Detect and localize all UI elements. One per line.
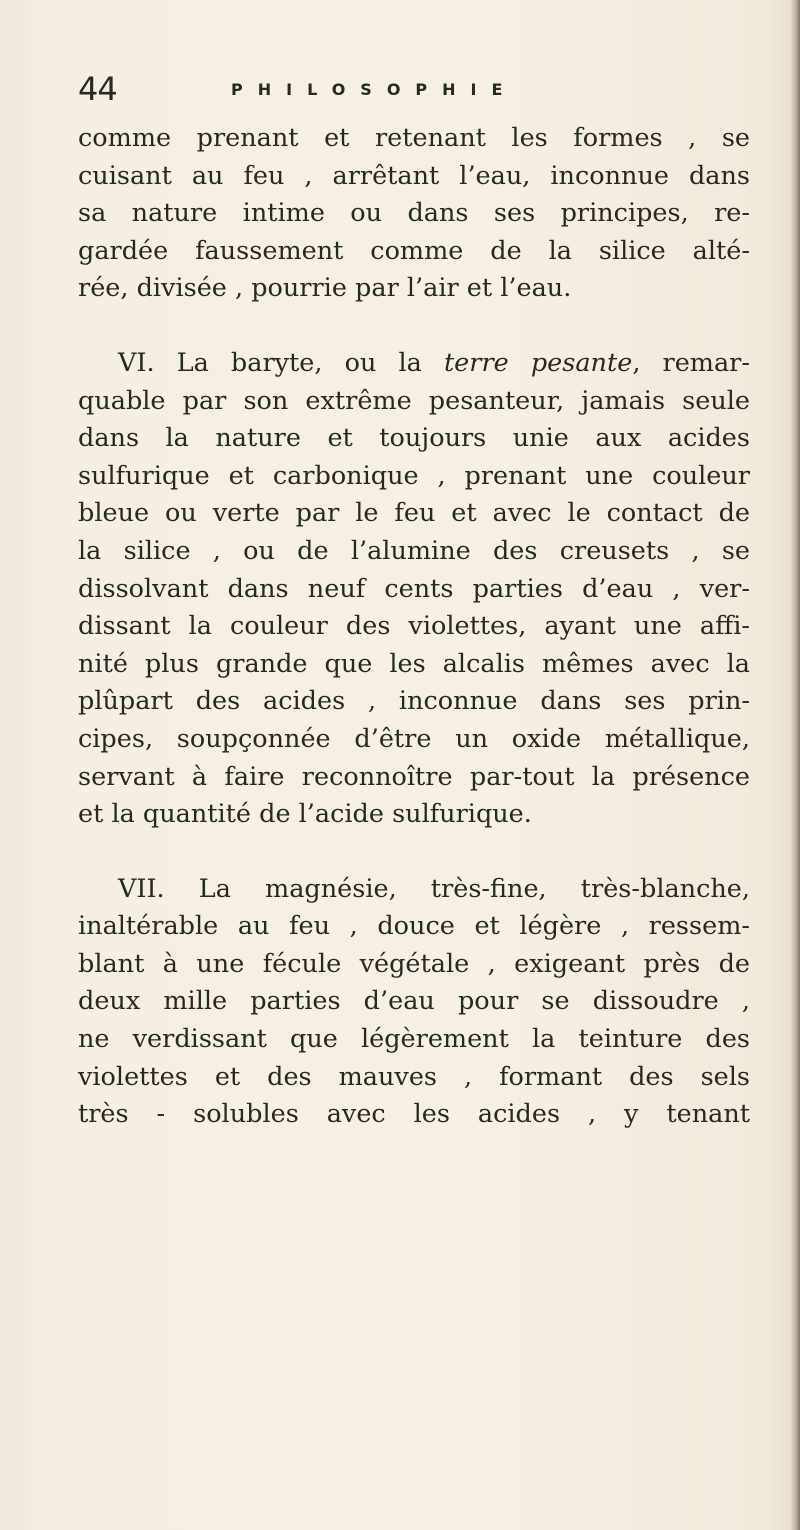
text-line: cuisant au feu , arrêtant l’eau, inconnue dans [78,160,750,191]
body-text [78,120,750,1134]
paragraph-magnesie [78,871,750,1134]
text-run: , remar- [632,347,750,378]
text-line: cipes, soupçonnée d’être un oxide métallique, [78,723,750,754]
paragraph-baryte [78,345,750,834]
paragraph-gap [78,834,750,871]
text-line: quable par son extrême pesanteur, jamais seule [78,385,750,416]
text-line: comme prenant et retenant les formes , se [78,123,750,153]
page-number: 44 [78,70,117,108]
text-line: servant à faire reconnoître par-tout la présence [78,761,750,792]
text-line: ne verdissant que légèrement la teinture des [78,1024,750,1055]
text-line: dans la nature et toujours unie aux acides [78,423,750,454]
running-head: PHILOSOPHIE [231,80,518,99]
text-run: VI. La baryte, ou la [118,347,444,378]
text-line: gardée faussement comme de la silice alté- [78,235,750,266]
text-line: violettes et des mauves , formant des sels [78,1061,750,1092]
text-line: plûpart des acides , inconnue dans ses prin- [78,686,750,717]
text-line: sulfurique et carbonique , prenant une couleur [78,460,750,491]
text-line: la silice , ou de l’alumine des creusets , se [78,535,750,566]
paragraph-gap [78,308,750,345]
text-line [78,345,750,383]
italic-term: terre pesante [443,347,633,378]
text-line: rée, divisée , pourrie par l’air et l’eau. [78,273,572,304]
text-line: et la quantité de l’acide sulfurique. [78,799,532,830]
paragraph-continuation [78,120,750,308]
text-line: blant à une fécule végétale , exigeant près de [78,948,750,979]
text-line: très - solubles avec les acides , y tenant [78,1099,750,1130]
text-line: dissolvant dans neuf cents parties d’eau , ver- [78,573,750,604]
text-line: bleue ou verte par le feu et avec le contact de [78,498,750,529]
text-line: inaltérable au feu , douce et légère , ressem- [78,911,750,942]
text-line: dissant la couleur des violettes, ayant une affi- [78,611,750,642]
text-line: nité plus grande que les alcalis mêmes avec la [78,648,750,679]
page-gutter-shadow [790,0,800,1530]
text-line: VII. La magnésie, très-fine, très-blanche, [118,873,750,904]
page-header [78,70,738,120]
text-line: deux mille parties d’eau pour se dissoudre , [78,986,750,1017]
text-line: sa nature intime ou dans ses principes, re- [78,198,750,229]
